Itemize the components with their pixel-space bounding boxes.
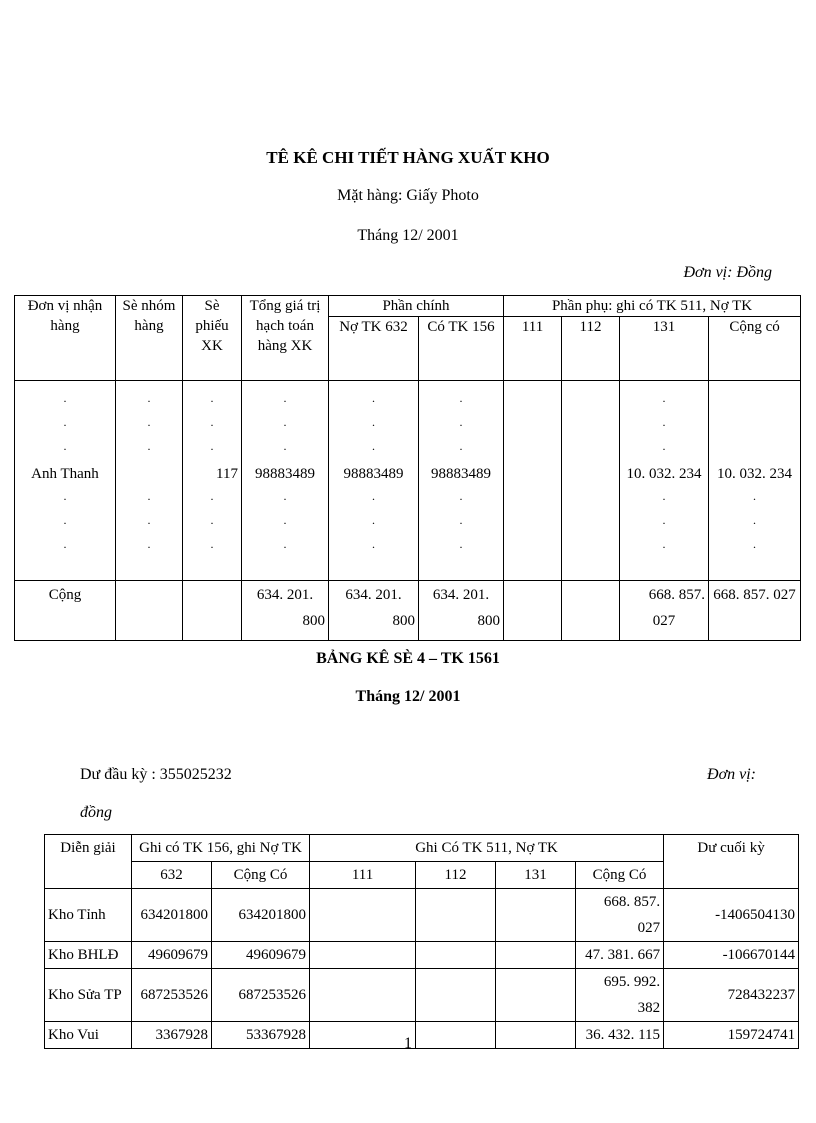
total-co-156-b: 800 (477, 613, 501, 629)
header-du-cuoi-ky: Dư cuối kỳ (664, 835, 799, 889)
header-cong-co-2: Cộng Có (576, 862, 664, 889)
header-ghi-co-511: Ghi Có TK 511, Nợ TK (310, 835, 664, 862)
header-co-tk-156: Có TK 156 (419, 317, 504, 381)
row-du-cuoi-ky: -106670144 (664, 942, 799, 969)
row-name: Kho Tỉnh (45, 889, 132, 942)
total-no-632-a: 634. 201. (345, 587, 402, 603)
total-co-156-a: 634. 201. (432, 587, 490, 603)
total-tk-131-a: 668. 857. (648, 587, 706, 603)
report2-period: Tháng 12/ 2001 (355, 688, 461, 705)
table-row (45, 969, 799, 1022)
report2-table (44, 834, 799, 1049)
header-tong-gia-tri: Tổng giá trị hạch toán hàng XK (242, 296, 329, 381)
header-111: 111 (310, 862, 416, 889)
header-cong-co-1: Cộng Có (212, 862, 310, 889)
row-cong-co-1: 53367928 (212, 1022, 310, 1049)
header-so-nhom-hang: Sè nhóm hàng (116, 296, 183, 381)
header-don-vi-nhan-hang: Đơn vị nhận hàng (15, 296, 116, 381)
row-name: Kho Sửa TP (45, 969, 132, 1022)
header-phan-chinh: Phần chính (329, 296, 504, 317)
row-cong-co-2: 47. 381. 667 (576, 942, 664, 969)
header-cong-co: Cộng có (709, 317, 801, 381)
report2-title: BẢNG KÊ SÈ 4 – TK 1561 (316, 650, 500, 667)
header-dien-giai: Diễn giải (45, 835, 132, 889)
row-cong-co: 10. 032. 234 (717, 466, 793, 482)
total-no-632-b: 800 (392, 613, 415, 629)
page-number: 1 (404, 1035, 412, 1052)
header-ghi-co-156: Ghi có TK 156, ghi Nợ TK (132, 835, 310, 862)
row-cong-co-1: 687253526 (212, 969, 310, 1022)
row-du-cuoi-ky: 728432237 (664, 969, 799, 1022)
report2-unit-b: đồng (80, 804, 112, 821)
row-632: 49609679 (132, 942, 212, 969)
row-cong-co-2: 36. 432. 115 (576, 1022, 664, 1049)
row-name: Kho Vui (45, 1022, 132, 1049)
report1-title: TÊ KÊ CHI TIẾT HÀNG XUẤT KHO (266, 148, 550, 167)
header-tk-131: 131 (620, 317, 709, 381)
row-632: 687253526 (132, 969, 212, 1022)
row-cong-co-2: 695. 992. 382 (576, 969, 664, 1022)
report1-table (14, 295, 801, 641)
header-phan-phu: Phần phụ: ghi có TK 511, Nợ TK (504, 296, 801, 317)
table-row: · · · Anh Thanh · · · · · · · · · · · · 117 · · · · · · 98883489 · · · · · · 98883489 · · · · · · 98883489 · · · · · · 10. 032. 234 · · · 10. 032. 234 · · · (15, 381, 801, 581)
report2-unit-a: Đơn vị: (707, 766, 756, 783)
header-tk-111: 111 (504, 317, 562, 381)
row-cong-co-1: 49609679 (212, 942, 310, 969)
header-tk-112: 112 (562, 317, 620, 381)
row-632: 634201800 (132, 889, 212, 942)
row-name: Kho BHLĐ (45, 942, 132, 969)
header-131: 131 (496, 862, 576, 889)
header-so-phieu-xk: Sè phiếu XK (183, 296, 242, 381)
total-row (15, 581, 801, 641)
row-cong-co-2: 668. 857. 027 (576, 889, 664, 942)
row-co-156: 98883489 (431, 466, 491, 482)
total-label: Cộng (15, 581, 116, 641)
report1-unit: Đơn vị: Đồng (683, 264, 772, 281)
row-632: 3367928 (132, 1022, 212, 1049)
row-cong-co-1: 634201800 (212, 889, 310, 942)
header-112: 112 (416, 862, 496, 889)
row-tong-gia-tri: 98883489 (255, 466, 315, 482)
row-du-cuoi-ky: -1406504130 (664, 889, 799, 942)
opening-balance: Dư đầu kỳ : 355025232 (80, 766, 232, 783)
row-don-vi: Anh Thanh (31, 466, 99, 482)
report1-period: Tháng 12/ 2001 (357, 227, 459, 244)
table-row (45, 942, 799, 969)
total-tong-gia-tri-b: 800 (302, 613, 325, 629)
total-cong-co: 668. 857. 027 (709, 581, 801, 641)
row-no-632: 98883489 (343, 466, 404, 482)
header-no-tk-632: Nợ TK 632 (329, 317, 419, 381)
report1-item-line: Mặt hàng: Giấy Photo (337, 187, 479, 204)
row-so-phieu: 117 (216, 466, 238, 482)
row-tk-131: 10. 032. 234 (626, 466, 702, 482)
header-632: 632 (132, 862, 212, 889)
total-tk-131-b: 027 (652, 613, 676, 629)
total-tong-gia-tri-a: 634. 201. (256, 587, 314, 603)
table-row (45, 889, 799, 942)
row-du-cuoi-ky: 159724741 (664, 1022, 799, 1049)
